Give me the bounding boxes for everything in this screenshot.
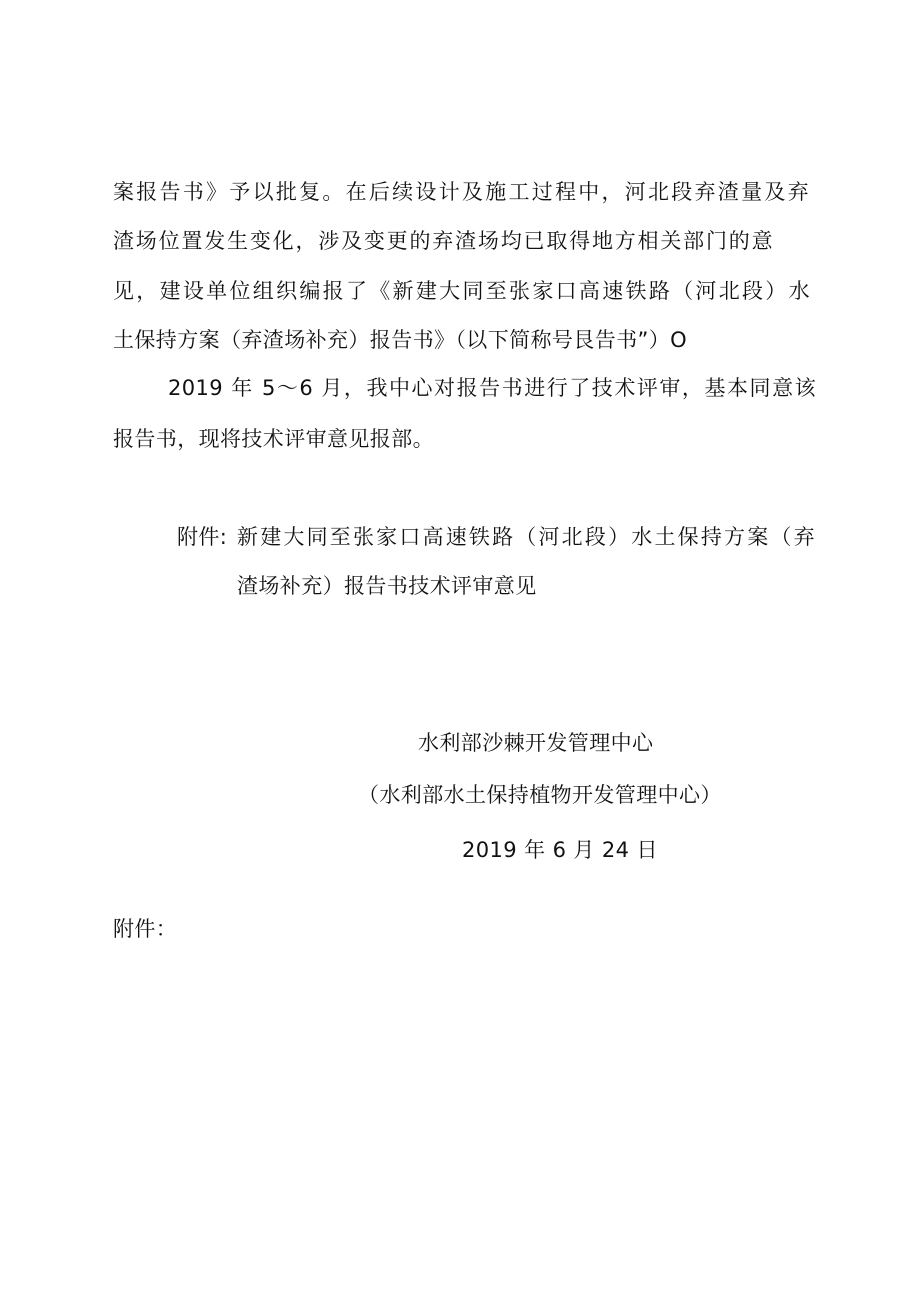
attachment-note-line-1: 新建大同至张家口高速铁路（河北段）水土保持方案（弃 xyxy=(237,525,815,549)
attachment-note-label: 附件: xyxy=(177,525,228,549)
attachment-footer-label: 附件： xyxy=(113,917,178,941)
paragraph-2-line-2: 报告书，现将技术评审意见报部。 xyxy=(113,427,434,451)
signature-org-name: 水利部沙棘开发管理中心 xyxy=(418,731,654,755)
paragraph-1-line-3: 见，建设单位组织编报了《新建大同至张家口高速铁路（河北段）水 xyxy=(113,279,810,303)
signature-date: 2019 年 6 月 24 日 xyxy=(462,838,658,862)
paragraph-1-line-1: 案报告书》予以批复。在后续设计及施工过程中，河北段弃渣量及弃 xyxy=(113,180,809,204)
signature-org-alias: （水利部水土保持植物开发管理中心） xyxy=(358,783,722,807)
paragraph-1-line-2: 渣场位置发生变化，涉及变更的弃渣场均已取得地方相关部门的意 xyxy=(113,229,773,253)
attachment-note-line-2: 渣场补充）报告书技术评审意见 xyxy=(237,574,537,598)
paragraph-2-line-1: 2019 年 5〜6 月，我中心对报告书进行了技术评审，基本同意该 xyxy=(168,376,816,400)
paragraph-1-line-4: 土保持方案（弃渣场补充）报告书》（以下简称号艮告书”）O xyxy=(113,328,688,352)
